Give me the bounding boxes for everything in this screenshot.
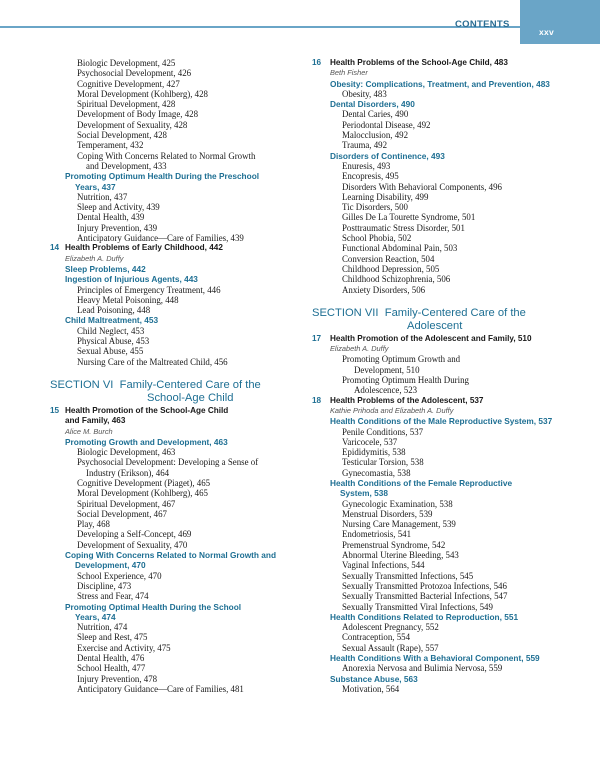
toc-entry: Sleep and Activity, 439 bbox=[77, 202, 160, 213]
chapter-number: 15 bbox=[50, 405, 60, 415]
toc-heading: Sleep Problems, 442 bbox=[65, 263, 146, 274]
section-heading bbox=[312, 307, 567, 321]
toc-entry: Moral Development (Kohlberg), 428 bbox=[77, 88, 208, 99]
toc-entry: School Phobia, 502 bbox=[342, 233, 412, 244]
toc-heading-continued: Development, 470 bbox=[75, 560, 146, 571]
toc-entry: Periodontal Disease, 492 bbox=[342, 119, 431, 130]
toc-entry: Temperament, 432 bbox=[77, 140, 144, 151]
toc-entry: Varicocele, 537 bbox=[342, 436, 398, 447]
chapter-number: 17 bbox=[312, 333, 322, 343]
toc-entry: Anticipatory Guidance—Care of Families, 439 bbox=[77, 233, 244, 244]
toc-entry: Sexually Transmitted Protozoa Infections, 546 bbox=[342, 580, 507, 591]
toc-entry: Nutrition, 437 bbox=[77, 191, 128, 202]
toc-heading-continued: System, 538 bbox=[340, 488, 388, 499]
section-title: Family-Centered Care of the bbox=[119, 378, 261, 391]
toc-heading: Child Maltreatment, 453 bbox=[65, 315, 159, 326]
toc-entry: Vaginal Infections, 544 bbox=[342, 560, 425, 571]
toc-entry: Enuresis, 493 bbox=[342, 160, 391, 171]
chapter-title-text: Health Promotion of the School-Age Child bbox=[65, 405, 229, 415]
toc-entry: Sleep and Rest, 475 bbox=[77, 632, 148, 643]
toc-entry: Spiritual Development, 467 bbox=[77, 498, 176, 509]
toc-entry: Psychosocial Development: Developing a Sense of bbox=[77, 457, 259, 468]
toc-heading: Disorders of Continence, 493 bbox=[330, 150, 445, 161]
toc-entry: Penile Conditions, 537 bbox=[342, 426, 424, 437]
toc-entry: Gynecologic Examination, 538 bbox=[342, 498, 453, 509]
toc-entry: Conversion Reaction, 504 bbox=[342, 253, 435, 264]
toc-heading: Substance Abuse, 563 bbox=[330, 673, 418, 684]
toc-entry: Nutrition, 474 bbox=[77, 622, 128, 633]
toc-entry: Trauma, 492 bbox=[342, 140, 388, 151]
toc-entry: Adolescent Pregnancy, 552 bbox=[342, 622, 439, 633]
toc-entry: Contraception, 554 bbox=[342, 632, 411, 643]
toc-heading: Health Conditions of the Female Reproductive bbox=[330, 477, 513, 488]
toc-entry: Physical Abuse, 453 bbox=[77, 336, 150, 347]
toc-entry: Anxiety Disorders, 506 bbox=[342, 284, 426, 295]
toc-heading-continued: Years, 474 bbox=[75, 611, 116, 622]
toc-entry: Childhood Depression, 505 bbox=[342, 263, 440, 274]
toc-entry: Anorexia Nervosa and Bulimia Nervosa, 559 bbox=[342, 663, 503, 674]
toc-heading: Health Conditions With a Behavioral Component, 559 bbox=[330, 653, 540, 664]
toc-heading: Promoting Optimum Health During the Preschool bbox=[65, 171, 260, 182]
toc-heading-continued: Years, 437 bbox=[75, 181, 116, 192]
toc-entry: Sexual Assault (Rape), 557 bbox=[342, 642, 439, 653]
toc-entry: Posttraumatic Stress Disorder, 501 bbox=[342, 222, 465, 233]
toc-entry: Play, 468 bbox=[77, 519, 110, 530]
toc-entry: Encopresis, 495 bbox=[342, 171, 399, 182]
chapter-title bbox=[50, 406, 295, 416]
chapter-title-continued: and Family, 463 bbox=[65, 416, 126, 426]
toc-heading: Health Conditions of the Male Reproductive System, 537 bbox=[330, 416, 553, 427]
toc-entry: Discipline, 473 bbox=[77, 580, 132, 591]
toc-entry: Coping With Concerns Related to Normal Growth bbox=[77, 150, 256, 161]
toc-entry: Principles of Emergency Treatment, 446 bbox=[77, 284, 221, 295]
toc-entry: Biologic Development, 463 bbox=[77, 447, 176, 458]
toc-entry: Epididymitis, 538 bbox=[342, 447, 406, 458]
toc-entry: Dental Health, 476 bbox=[77, 653, 145, 664]
toc-entry: Endometriosis, 541 bbox=[342, 529, 412, 540]
toc-heading: Promoting Growth and Development, 463 bbox=[65, 436, 228, 447]
toc-entry: School Experience, 470 bbox=[77, 570, 162, 581]
toc-entry: Motivation, 564 bbox=[342, 683, 400, 694]
toc-entry: Tic Disorders, 500 bbox=[342, 202, 408, 213]
toc-entry: Premenstrual Syndrome, 542 bbox=[342, 539, 446, 550]
toc-entry: Psychosocial Development, 426 bbox=[77, 68, 192, 79]
chapter-title-text: Health Problems of the School-Age Child, 483 bbox=[330, 58, 508, 67]
toc-entry: Dental Health, 439 bbox=[77, 212, 145, 223]
toc-entry: Anticipatory Guidance—Care of Families, 481 bbox=[77, 683, 244, 694]
toc-entry: Exercise and Activity, 475 bbox=[77, 642, 171, 653]
toc-entry-continued: Adolescence, 523 bbox=[354, 385, 418, 396]
toc-heading: Ingestion of Injurious Agents, 443 bbox=[65, 274, 198, 285]
toc-entry-continued: Development, 510 bbox=[354, 364, 420, 375]
toc-entry: Lead Poisoning, 448 bbox=[77, 305, 151, 316]
toc-entry: Heavy Metal Poisoning, 448 bbox=[77, 294, 179, 305]
toc-entry: Development of Sexuality, 470 bbox=[77, 539, 188, 550]
toc-entry: Promoting Optimum Health During bbox=[342, 375, 469, 386]
toc-entry: Development of Body Image, 428 bbox=[77, 109, 199, 120]
chapter-author: Alice M. Burch bbox=[65, 426, 113, 436]
toc-entry-continued: Industry (Erikson), 464 bbox=[86, 467, 170, 478]
spacer bbox=[312, 295, 567, 307]
toc-entry: Functional Abdominal Pain, 503 bbox=[342, 243, 458, 254]
header-rule bbox=[0, 26, 520, 28]
chapter-author: Kathie Prihoda and Elizabeth A. Duffy bbox=[330, 405, 454, 415]
header-page-tab bbox=[520, 0, 600, 44]
toc-entry: Injury Prevention, 439 bbox=[77, 222, 158, 233]
toc-entry: Dental Caries, 490 bbox=[342, 109, 409, 120]
toc-entry: Promoting Optimum Growth and bbox=[342, 354, 461, 365]
toc-entry: Menstrual Disorders, 539 bbox=[342, 508, 433, 519]
section-title-continued: School-Age Child bbox=[147, 392, 234, 405]
toc-entry: Development of Sexuality, 428 bbox=[77, 119, 188, 130]
chapter-number: 14 bbox=[50, 243, 60, 253]
chapter-title bbox=[312, 396, 567, 406]
toc-heading: Health Conditions Related to Reproduction, 551 bbox=[330, 611, 519, 622]
running-head: CONTENTS bbox=[455, 19, 510, 30]
toc-entry: Nursing Care of the Maltreated Child, 456 bbox=[77, 356, 228, 367]
toc-entry: Moral Development (Kohlberg), 465 bbox=[77, 488, 208, 499]
chapter-author: Beth Fisher bbox=[330, 68, 368, 78]
section-label: SECTION VII bbox=[312, 306, 379, 319]
page-number: xxv bbox=[539, 27, 555, 37]
toc-entry: Social Development, 428 bbox=[77, 130, 167, 141]
toc-heading: Promoting Optimal Health During the School bbox=[65, 601, 242, 612]
toc-entry: Social Development, 467 bbox=[77, 508, 167, 519]
section-title-continued: Adolescent bbox=[407, 320, 463, 333]
toc-entry: Developing a Self-Concept, 469 bbox=[77, 529, 192, 540]
spacer bbox=[50, 367, 295, 379]
toc-entry: Abnormal Uterine Bleeding, 543 bbox=[342, 550, 459, 561]
toc-entry: Cognitive Development (Piaget), 465 bbox=[77, 477, 211, 488]
chapter-number: 16 bbox=[312, 58, 322, 67]
toc-entry: Sexually Transmitted Bacterial Infections, 547 bbox=[342, 591, 508, 602]
toc-entry: School Health, 477 bbox=[77, 663, 146, 674]
toc-entry: Malocclusion, 492 bbox=[342, 130, 409, 141]
toc-entry: Sexual Abuse, 455 bbox=[77, 346, 144, 357]
chapter-title bbox=[50, 243, 295, 253]
toc-entry: Spiritual Development, 428 bbox=[77, 99, 176, 110]
toc-entry: Biologic Development, 425 bbox=[77, 58, 176, 68]
toc-entry: Childhood Schizophrenia, 506 bbox=[342, 274, 451, 285]
chapter-title bbox=[312, 58, 567, 68]
toc-heading: Coping With Concerns Related to Normal Growth and bbox=[65, 550, 277, 561]
toc-entry: Child Neglect, 453 bbox=[77, 325, 145, 336]
toc-entry: Gilles De La Tourette Syndrome, 501 bbox=[342, 212, 476, 223]
chapter-title bbox=[312, 334, 567, 344]
chapter-title-text: Health Problems of the Adolescent, 537 bbox=[330, 395, 484, 405]
chapter-author: Elizabeth A. Duffy bbox=[330, 344, 389, 354]
chapter-title-text: Health Promotion of the Adolescent and Family, 510 bbox=[330, 333, 532, 343]
toc-right-column bbox=[312, 58, 567, 694]
toc-left-column bbox=[50, 58, 295, 694]
toc-heading: Dental Disorders, 490 bbox=[330, 99, 415, 110]
toc-entry: Cognitive Development, 427 bbox=[77, 78, 180, 89]
toc-entry: Sexually Transmitted Infections, 545 bbox=[342, 570, 474, 581]
toc-entry: Nursing Care Management, 539 bbox=[342, 519, 456, 530]
toc-entry: Disorders With Behavioral Components, 496 bbox=[342, 181, 502, 192]
toc-entry-continued: and Development, 433 bbox=[86, 160, 167, 171]
chapter-number: 18 bbox=[312, 395, 322, 405]
toc-entry: Injury Prevention, 478 bbox=[77, 673, 158, 684]
toc-entry: Testicular Torsion, 538 bbox=[342, 457, 424, 468]
section-label: SECTION VI bbox=[50, 378, 114, 391]
toc-entry: Sexually Transmitted Viral Infections, 549 bbox=[342, 601, 493, 612]
section-title: Family-Centered Care of the bbox=[384, 306, 526, 319]
toc-heading: Obesity: Complications, Treatment, and Prevention, 483 bbox=[330, 78, 550, 89]
chapter-author: Elizabeth A. Duffy bbox=[65, 253, 124, 263]
toc-entry: Obesity, 483 bbox=[342, 88, 387, 99]
section-heading bbox=[50, 379, 295, 393]
toc-entry: Stress and Fear, 474 bbox=[77, 591, 149, 602]
toc-entry: Gynecomastia, 538 bbox=[342, 467, 411, 478]
chapter-title-text: Health Problems of Early Childhood, 442 bbox=[65, 243, 223, 253]
toc-entry: Learning Disability, 499 bbox=[342, 191, 429, 202]
